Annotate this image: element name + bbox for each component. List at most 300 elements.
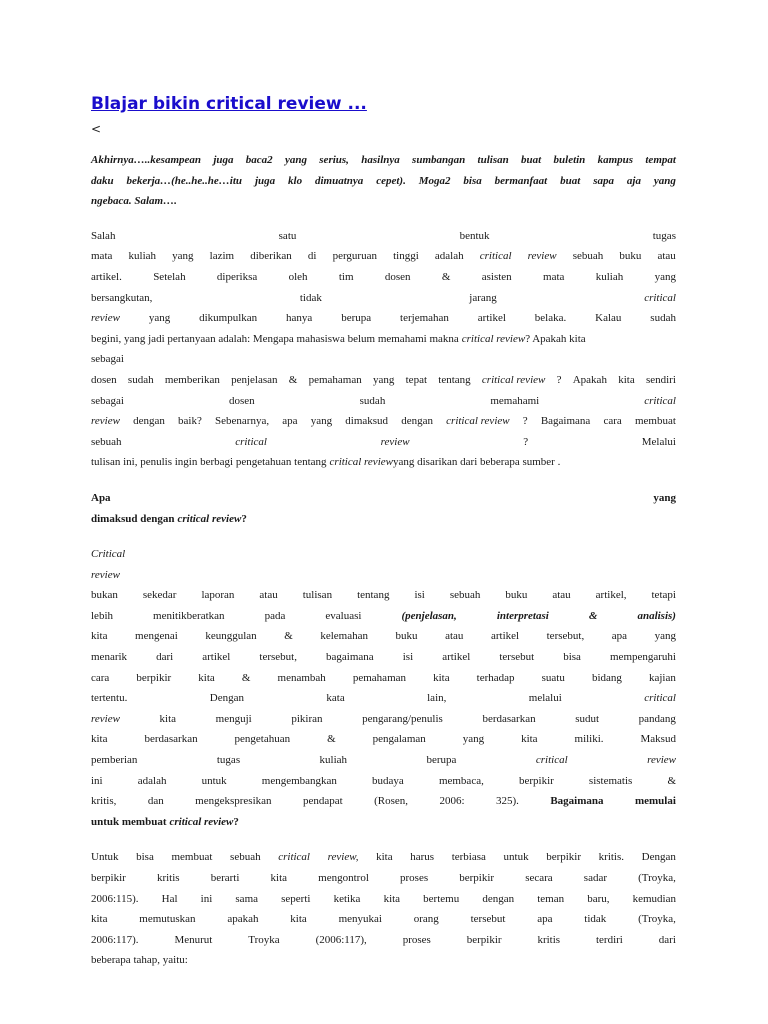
word: yang bbox=[284, 154, 307, 166]
word: review bbox=[91, 312, 120, 325]
text-line bbox=[91, 353, 676, 374]
text-line bbox=[91, 692, 676, 713]
emphasis: review bbox=[91, 568, 120, 581]
word: pengarang/penulis bbox=[362, 712, 443, 725]
text: ? Apakah kita bbox=[525, 332, 586, 345]
emphasis: critical review bbox=[461, 332, 526, 345]
word: kita bbox=[521, 733, 538, 746]
word: critical bbox=[644, 291, 676, 304]
word: artikel bbox=[202, 651, 231, 664]
word: review bbox=[380, 435, 410, 448]
emphasis: critical review bbox=[329, 456, 393, 469]
word: critical bbox=[644, 692, 676, 705]
word: satu bbox=[278, 229, 297, 242]
intro-text: ngebaca. Salam…. bbox=[91, 195, 177, 208]
word: bersangkutan, bbox=[91, 291, 153, 304]
emphasis: Critical bbox=[91, 548, 126, 561]
word: apa bbox=[537, 913, 553, 926]
word: bagaimana bbox=[326, 651, 374, 664]
word: mempengaruhi bbox=[610, 651, 676, 664]
word: sumbangan bbox=[412, 154, 466, 166]
word: Troyka bbox=[248, 933, 280, 946]
word: proses bbox=[402, 933, 431, 946]
intro-line bbox=[91, 191, 676, 212]
word: kita bbox=[91, 733, 108, 746]
word: 325). bbox=[495, 795, 519, 808]
heading-line bbox=[91, 513, 676, 534]
word: apakah bbox=[227, 913, 259, 926]
word: sudah bbox=[127, 373, 154, 386]
word: pada bbox=[264, 609, 286, 622]
word: mata bbox=[543, 270, 565, 283]
word: mengembangkan bbox=[261, 774, 337, 787]
word: pengetahuan bbox=[234, 733, 291, 746]
word: pengalaman bbox=[372, 733, 426, 746]
word: yang bbox=[654, 270, 676, 283]
word: kita bbox=[159, 712, 177, 725]
text-line bbox=[91, 672, 676, 693]
word: (2006:117), bbox=[315, 933, 367, 946]
word: sebuah bbox=[230, 851, 261, 864]
word: berpikir bbox=[466, 933, 502, 946]
word: review bbox=[647, 754, 676, 767]
text-line bbox=[91, 630, 676, 651]
word: ? bbox=[522, 415, 528, 428]
text-line bbox=[91, 250, 676, 271]
word: kita bbox=[270, 872, 288, 884]
word: review bbox=[527, 250, 557, 263]
word: budaya bbox=[372, 774, 404, 787]
word: dari bbox=[658, 933, 676, 946]
word: dengan bbox=[133, 415, 165, 428]
word: menyukai bbox=[338, 913, 382, 926]
heading-text: dimaksud dengan bbox=[91, 512, 175, 525]
word: cepet). bbox=[376, 174, 406, 187]
word: pemahaman bbox=[352, 671, 407, 684]
word: berpikir bbox=[546, 851, 582, 864]
text-line bbox=[91, 456, 676, 477]
word: kampus bbox=[597, 154, 634, 166]
word: dosen bbox=[228, 394, 255, 407]
text: beberapa tahap, yaitu: bbox=[91, 954, 188, 967]
text-line bbox=[91, 872, 676, 893]
word: mata bbox=[91, 250, 113, 263]
word: kritis, bbox=[91, 795, 117, 808]
word: berupa bbox=[426, 754, 457, 767]
text-line bbox=[91, 651, 676, 672]
word: dan bbox=[147, 795, 164, 808]
word: Menurut bbox=[174, 933, 213, 946]
word: artikel bbox=[477, 312, 506, 325]
word: ? bbox=[556, 373, 562, 386]
word: bisa bbox=[463, 174, 482, 187]
word: Dengan bbox=[209, 692, 244, 705]
heading-text: ? bbox=[241, 512, 247, 525]
word: tugas bbox=[652, 229, 676, 242]
word: terdiri bbox=[595, 933, 623, 946]
word: buletin bbox=[553, 154, 586, 166]
word: kata bbox=[326, 692, 345, 705]
word: yang bbox=[148, 312, 171, 325]
word: lazim bbox=[209, 250, 235, 263]
word: critical bbox=[235, 435, 267, 448]
word: tentang bbox=[357, 589, 390, 602]
word: berpikir bbox=[91, 872, 126, 884]
word: yang bbox=[462, 733, 485, 746]
word: Hal bbox=[161, 892, 178, 905]
word: buku bbox=[505, 589, 528, 602]
word: tersebut bbox=[470, 913, 506, 926]
word: berdasarkan bbox=[144, 733, 198, 746]
word: yang bbox=[654, 630, 676, 643]
text-line bbox=[91, 775, 676, 796]
word: klo bbox=[288, 174, 303, 187]
word: dimuatnya bbox=[315, 174, 364, 187]
text: ? bbox=[233, 815, 239, 828]
text-line bbox=[91, 292, 676, 313]
word: Moga2 bbox=[418, 174, 451, 187]
section-heading-1 bbox=[91, 492, 676, 533]
word: menambah bbox=[277, 671, 326, 684]
word: bermanfaat bbox=[494, 174, 548, 187]
word: artikel bbox=[442, 651, 471, 664]
word: isi bbox=[402, 651, 414, 664]
word: dikumpulkan bbox=[199, 312, 258, 325]
word: baca2 bbox=[245, 154, 273, 166]
word: & bbox=[588, 609, 598, 622]
word: Kalau bbox=[595, 312, 622, 325]
word: tersebut, bbox=[546, 630, 585, 643]
text-line bbox=[91, 934, 676, 955]
word: apa bbox=[282, 415, 298, 428]
word: juga bbox=[213, 154, 234, 166]
word: kajian bbox=[648, 671, 676, 684]
emphasis: critical review bbox=[177, 512, 242, 525]
word: yang bbox=[310, 415, 333, 428]
word: tulisan bbox=[302, 589, 333, 602]
word: ini bbox=[200, 892, 213, 905]
word: yang bbox=[372, 373, 395, 386]
word: sapa bbox=[593, 174, 615, 187]
text: begini, yang jadi pertanyaan adalah: Mengapa mahasiswa belum memahami makna bbox=[91, 332, 459, 345]
word: kita bbox=[290, 913, 307, 926]
word: mengontrol bbox=[318, 872, 369, 884]
intro-line bbox=[91, 171, 676, 192]
word: adalah bbox=[434, 250, 464, 263]
word: juga bbox=[254, 174, 276, 187]
word: adalah bbox=[137, 774, 167, 787]
text-line bbox=[91, 610, 676, 631]
word: ketika bbox=[333, 892, 361, 905]
word: kritis bbox=[156, 872, 180, 884]
text: untuk membuat bbox=[91, 815, 167, 828]
word: kritis bbox=[537, 933, 561, 946]
word: diperiksa bbox=[216, 270, 258, 283]
word: sebuah bbox=[572, 250, 604, 263]
word: review bbox=[91, 712, 120, 725]
word: memulai bbox=[634, 795, 676, 808]
word: perguruan bbox=[332, 250, 377, 263]
intro-line bbox=[91, 150, 676, 171]
word: tempat bbox=[645, 154, 676, 166]
word: memberikan bbox=[164, 373, 220, 386]
word: secara bbox=[525, 872, 553, 884]
word: diberikan bbox=[250, 250, 292, 263]
word: dosen bbox=[91, 373, 117, 386]
word: menarik bbox=[91, 651, 128, 664]
text-line bbox=[91, 230, 676, 251]
paragraph-1 bbox=[91, 230, 676, 477]
word: yang bbox=[653, 174, 676, 187]
word: (Troyka, bbox=[638, 913, 676, 926]
word: critical bbox=[644, 394, 676, 407]
word: lebih bbox=[91, 609, 113, 622]
text-line bbox=[91, 713, 676, 734]
word: kelemahan bbox=[320, 630, 368, 643]
word: ? bbox=[523, 435, 529, 448]
word: evaluasi bbox=[325, 609, 362, 622]
word: untuk bbox=[201, 774, 227, 787]
word: & bbox=[441, 270, 451, 283]
text-line bbox=[91, 569, 676, 590]
word: Maksud bbox=[640, 733, 676, 746]
word: laporan bbox=[201, 589, 235, 602]
word: atau bbox=[657, 250, 676, 263]
word: keunggulan bbox=[205, 630, 257, 643]
text-line bbox=[91, 733, 676, 754]
word: buku bbox=[619, 250, 642, 263]
word: sudah bbox=[359, 394, 386, 407]
word: bidang bbox=[591, 671, 622, 684]
word: pemberian bbox=[91, 754, 138, 767]
word: tepat bbox=[405, 373, 428, 386]
word: kita bbox=[91, 630, 108, 643]
word: Sebenarnya, bbox=[215, 415, 270, 428]
word: analisis) bbox=[637, 609, 676, 622]
word: berupa bbox=[341, 312, 372, 325]
word: tersebut bbox=[499, 651, 535, 664]
text-line bbox=[91, 754, 676, 775]
word: menitikberatkan bbox=[153, 609, 225, 622]
text-line bbox=[91, 851, 676, 872]
word: asisten bbox=[481, 270, 512, 283]
word: sebuah bbox=[91, 435, 122, 448]
word: dengan bbox=[401, 415, 433, 428]
word: ini bbox=[91, 774, 103, 787]
text-line bbox=[91, 816, 676, 837]
word: (Rosen, bbox=[374, 795, 409, 808]
word: harus bbox=[410, 851, 435, 864]
text-line bbox=[91, 913, 676, 934]
word: terbiasa bbox=[451, 851, 486, 864]
word: kita bbox=[383, 892, 401, 905]
word: Melalui bbox=[641, 435, 676, 448]
word: jarang bbox=[469, 291, 497, 304]
word: isi bbox=[414, 589, 425, 602]
word: apa bbox=[611, 630, 628, 643]
word: atau bbox=[445, 630, 464, 643]
word: atau bbox=[552, 589, 571, 602]
word: hanya bbox=[286, 312, 313, 325]
text-line bbox=[91, 436, 676, 457]
word: sadar bbox=[583, 872, 608, 884]
word: critical bbox=[479, 250, 512, 263]
word: berpikir bbox=[518, 774, 554, 787]
word: serius, bbox=[319, 154, 349, 166]
word: buku bbox=[395, 630, 418, 643]
word: kuliah bbox=[128, 250, 157, 263]
word: melalui bbox=[528, 692, 562, 705]
word: sama bbox=[235, 892, 259, 905]
word: artikel bbox=[490, 630, 520, 643]
word: kita bbox=[618, 373, 635, 386]
word: berdasarkan bbox=[482, 712, 536, 725]
word: tinggi bbox=[393, 250, 419, 263]
emphasis: critical review bbox=[481, 373, 546, 386]
word: tim bbox=[338, 270, 354, 283]
word: tersebut, bbox=[259, 651, 297, 664]
word: Bagaimana bbox=[540, 415, 591, 428]
word: bukan bbox=[91, 589, 118, 602]
word: review bbox=[91, 415, 120, 428]
word: interpretasi bbox=[496, 609, 549, 622]
word: tidak bbox=[299, 291, 322, 304]
word: Salah bbox=[91, 229, 116, 242]
word: oleh bbox=[288, 270, 308, 283]
word: proses bbox=[400, 872, 429, 884]
text: tulisan ini, penulis ingin berbagi pengetahuan tentang bbox=[91, 456, 327, 469]
word: (penjelasan, bbox=[401, 609, 457, 622]
text-line bbox=[91, 548, 676, 569]
text-line bbox=[91, 795, 676, 816]
word: untuk bbox=[503, 851, 529, 864]
word: kita bbox=[376, 851, 393, 864]
word: memutuskan bbox=[139, 913, 196, 926]
word: teman bbox=[537, 892, 565, 905]
word: mengenai bbox=[135, 630, 178, 643]
word: pendapat bbox=[302, 795, 343, 808]
word: dimaksud bbox=[345, 415, 389, 428]
word: dari bbox=[156, 651, 174, 664]
back-mark[interactable]: < bbox=[91, 122, 102, 136]
word: kuliah bbox=[319, 754, 348, 767]
word: menguji bbox=[215, 712, 252, 725]
emphasis: critical review bbox=[169, 815, 234, 828]
word: dengan bbox=[482, 892, 515, 905]
word: kuliah bbox=[595, 270, 624, 283]
word: sistematis bbox=[588, 774, 633, 787]
word: membuat bbox=[171, 851, 213, 864]
text-line bbox=[91, 374, 676, 395]
word: yang bbox=[172, 250, 194, 263]
word: aja bbox=[626, 174, 641, 187]
word: 2006: bbox=[439, 795, 465, 808]
text-line bbox=[91, 954, 676, 975]
post-title-link[interactable]: Blajar bikin critical review ... bbox=[91, 94, 367, 114]
text-line bbox=[91, 415, 676, 436]
document-page bbox=[91, 93, 676, 975]
word: & bbox=[241, 671, 251, 684]
paragraph-3 bbox=[91, 851, 676, 975]
word: sudah bbox=[650, 312, 676, 325]
word: berpikir bbox=[136, 671, 172, 684]
word: daku bbox=[91, 174, 114, 187]
word: & bbox=[288, 373, 298, 386]
word: berarti bbox=[210, 872, 240, 884]
word: sebagai bbox=[91, 394, 124, 407]
word: bekerja…(he..he..he…itu bbox=[126, 174, 243, 187]
word: Akhirnya…..kesampean bbox=[91, 154, 202, 166]
word: tugas bbox=[216, 754, 241, 767]
word: hasilnya bbox=[361, 154, 400, 166]
text-line bbox=[91, 893, 676, 914]
word: suatu bbox=[541, 671, 565, 684]
word: kritis. bbox=[598, 851, 625, 864]
word: & bbox=[284, 630, 293, 643]
word: artikel. bbox=[91, 270, 122, 283]
word: sebuah bbox=[449, 589, 481, 602]
word: kita bbox=[433, 671, 450, 684]
word: di bbox=[307, 250, 317, 263]
paragraph-2 bbox=[91, 548, 676, 836]
word: kita bbox=[198, 671, 215, 684]
word: Untuk bbox=[91, 851, 119, 864]
word: orang bbox=[413, 913, 439, 926]
word: bertemu bbox=[423, 892, 460, 905]
word: tertentu. bbox=[91, 692, 128, 705]
heading-word: Apa bbox=[91, 491, 111, 504]
word: pemahaman bbox=[308, 373, 362, 386]
word: membuat bbox=[634, 415, 676, 428]
heading-line bbox=[91, 492, 676, 513]
word: Setelah bbox=[153, 270, 186, 283]
word: dosen bbox=[384, 270, 411, 283]
word: belaka. bbox=[534, 312, 567, 325]
intro-paragraph bbox=[91, 150, 676, 212]
word: tidak bbox=[584, 913, 607, 926]
word: tentang bbox=[438, 373, 471, 386]
word: baru, bbox=[587, 892, 610, 905]
text-line bbox=[91, 312, 676, 333]
word: critical bbox=[278, 851, 310, 864]
word: sekedar bbox=[142, 589, 177, 602]
word: bentuk bbox=[459, 229, 490, 242]
word: critical bbox=[535, 754, 568, 767]
word: review, bbox=[327, 851, 359, 864]
word: kemudian bbox=[632, 892, 676, 905]
word: cara bbox=[91, 671, 110, 684]
text-line bbox=[91, 333, 676, 354]
word: Bagaimana bbox=[550, 795, 604, 808]
word: memahami bbox=[490, 394, 540, 407]
word: buat bbox=[560, 174, 581, 187]
text: sebagai bbox=[91, 353, 124, 366]
word: tulisan bbox=[477, 154, 509, 166]
word: 2006:117). bbox=[91, 933, 139, 946]
heading-word: yang bbox=[653, 491, 676, 504]
word: mengekspresikan bbox=[195, 795, 272, 808]
word: penjelasan bbox=[231, 373, 278, 386]
word: pikiran bbox=[291, 712, 323, 725]
word: & bbox=[667, 774, 676, 787]
word: miliki. bbox=[574, 733, 604, 746]
text: yang disarikan dari beberapa sumber . bbox=[392, 456, 561, 469]
word: Apakah bbox=[572, 373, 607, 386]
word: berpikir bbox=[459, 872, 495, 884]
word: atau bbox=[259, 589, 278, 602]
word: kita bbox=[91, 913, 108, 926]
word: sudut bbox=[575, 712, 600, 725]
